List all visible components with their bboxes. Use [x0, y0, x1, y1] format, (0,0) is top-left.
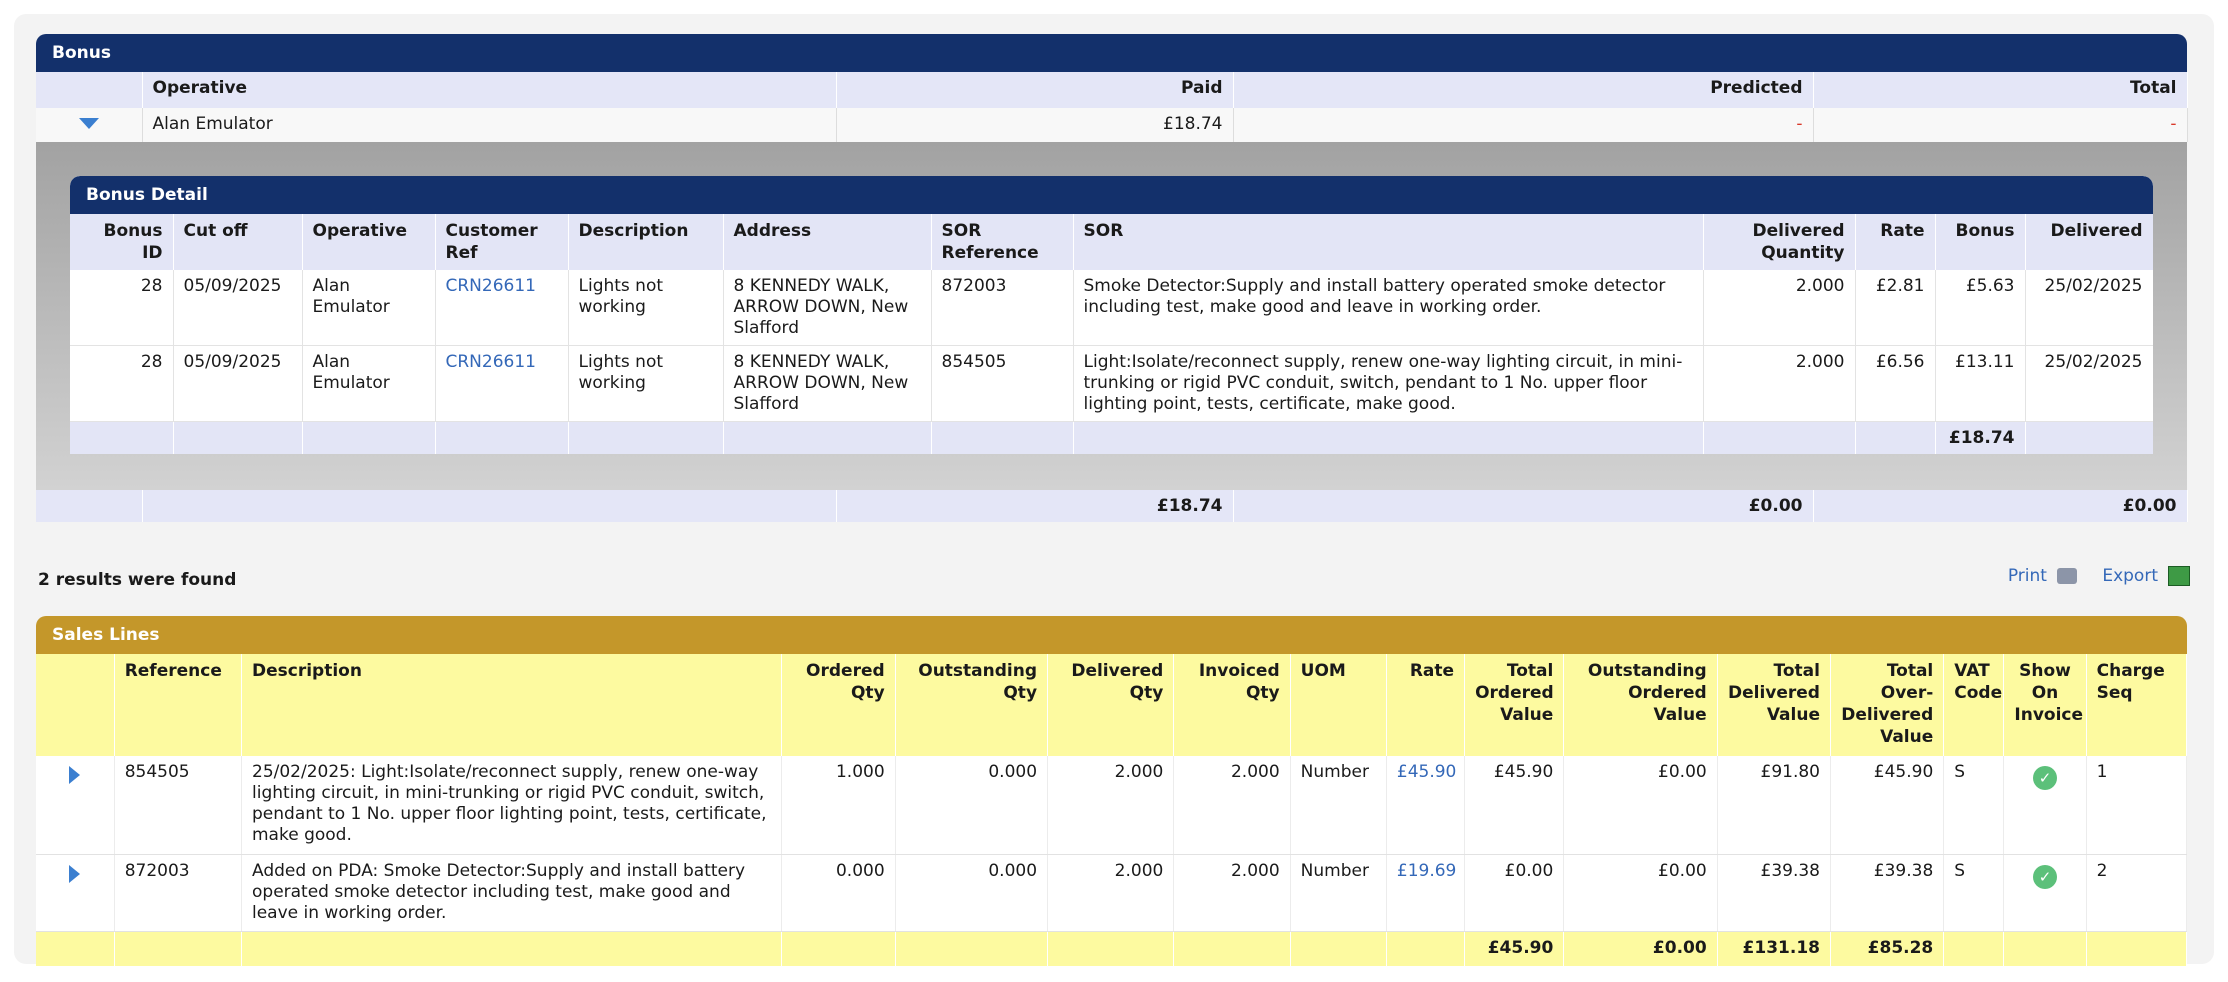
sales-header-total-delivered-value[interactable]: Total Delivered Value [1717, 654, 1830, 756]
bonus-footer-total: £0.00 [1813, 490, 2187, 522]
detail-delivered: 25/02/2025 [2025, 346, 2153, 422]
bonus-total: - [1813, 108, 2187, 142]
sales-expand-header [36, 654, 114, 756]
bonus-detail-container [36, 142, 2187, 490]
sales-header-uom[interactable]: UOM [1290, 654, 1386, 756]
sales-description: Added on PDA: Smoke Detector:Supply and install battery operated smoke detector including test, make good and leave in working order. [242, 855, 782, 932]
sales-header-delivered-qty[interactable]: Delivered Qty [1048, 654, 1174, 756]
sales-reference: 872003 [114, 855, 241, 932]
detail-header-customer-ref[interactable]: Customer Ref [435, 214, 568, 270]
sales-rate-link[interactable]: £19.69 [1386, 855, 1464, 932]
sales-delivered-qty: 2.000 [1048, 855, 1174, 932]
detail-sor-reference: 872003 [931, 270, 1073, 346]
detail-delivered: 25/02/2025 [2025, 270, 2153, 346]
sales-header-description[interactable]: Description [242, 654, 782, 756]
sales-total-ordered-value: £45.90 [1465, 756, 1564, 855]
sales-total-over-delivered-value: £39.38 [1830, 855, 1943, 932]
detail-address: 8 KENNEDY WALK, ARROW DOWN, New Slafford [723, 270, 931, 346]
detail-bonus: £5.63 [1935, 270, 2025, 346]
sales-total-over-delivered-value: £45.90 [1830, 756, 1943, 855]
sales-header-vat-code[interactable]: VAT Code [1944, 654, 2004, 756]
collapse-arrow-icon[interactable] [79, 118, 99, 129]
detail-header-cut-off[interactable]: Cut off [173, 214, 302, 270]
detail-header-delivered-quantity[interactable]: Delivered Quantity [1703, 214, 1855, 270]
sales-header-charge-seq[interactable]: Charge Seq [2086, 654, 2186, 756]
sales-footer-total-ordered-value: £45.90 [1465, 932, 1564, 967]
sales-row [36, 756, 2187, 855]
bonus-footer-paid: £18.74 [836, 490, 1233, 522]
detail-footer-row [70, 422, 2153, 455]
detail-delivered-quantity: 2.000 [1703, 270, 1855, 346]
sales-footer-total-over-delivered-value: £85.28 [1830, 932, 1943, 967]
sales-reference: 854505 [114, 756, 241, 855]
detail-row [70, 346, 2153, 422]
expand-arrow-icon[interactable] [69, 865, 80, 883]
sales-ordered-qty: 0.000 [782, 855, 895, 932]
sales-row [36, 855, 2187, 932]
detail-cut-off: 05/09/2025 [173, 270, 302, 346]
sales-lines-title: Sales Lines [36, 616, 2187, 654]
sales-outstanding-qty: 0.000 [895, 756, 1047, 855]
sales-outstanding-ordered-value: £0.00 [1564, 756, 1717, 855]
sales-ordered-qty: 1.000 [782, 756, 895, 855]
detail-customer-ref-link[interactable]: CRN26611 [435, 270, 568, 346]
sales-charge-seq: 2 [2086, 855, 2186, 932]
sales-uom: Number [1290, 756, 1386, 855]
bonus-header-predicted[interactable]: Predicted [1233, 72, 1813, 108]
detail-header-sor-reference[interactable]: SOR Reference [931, 214, 1073, 270]
bonus-title: Bonus [36, 34, 2187, 72]
detail-header-bonus-id[interactable]: Bonus ID [70, 214, 173, 270]
sales-header-total-ordered-value[interactable]: Total Ordered Value [1465, 654, 1564, 756]
bonus-detail-table [70, 214, 2153, 454]
detail-header-rate[interactable]: Rate [1855, 214, 1935, 270]
bonus-operative: Alan Emulator [142, 108, 836, 142]
sales-header-ordered-qty[interactable]: Ordered Qty [782, 654, 895, 756]
sales-delivered-qty: 2.000 [1048, 756, 1174, 855]
detail-rate: £6.56 [1855, 346, 1935, 422]
actions-bar [1988, 566, 2190, 586]
detail-bonus-id: 28 [70, 346, 173, 422]
detail-sor-reference: 854505 [931, 346, 1073, 422]
sales-invoiced-qty: 2.000 [1174, 756, 1290, 855]
printer-icon[interactable] [2057, 568, 2077, 584]
detail-cut-off: 05/09/2025 [173, 346, 302, 422]
detail-delivered-quantity: 2.000 [1703, 346, 1855, 422]
sales-uom: Number [1290, 855, 1386, 932]
bonus-footer-predicted: £0.00 [1233, 490, 1813, 522]
results-count: 2 results were found [38, 570, 237, 590]
sales-total-ordered-value: £0.00 [1465, 855, 1564, 932]
detail-bonus: £13.11 [1935, 346, 2025, 422]
sales-outstanding-qty: 0.000 [895, 855, 1047, 932]
bonus-predicted: - [1233, 108, 1813, 142]
detail-header-bonus[interactable]: Bonus [1935, 214, 2025, 270]
sales-header-invoiced-qty[interactable]: Invoiced Qty [1174, 654, 1290, 756]
sales-header-total-over-delivered-value[interactable]: Total Over-Delivered Value [1830, 654, 1943, 756]
sales-total-delivered-value: £39.38 [1717, 855, 1830, 932]
bonus-header-paid[interactable]: Paid [836, 72, 1233, 108]
sales-header-rate[interactable]: Rate [1386, 654, 1464, 756]
sales-header-outstanding-ordered-value[interactable]: Outstanding Ordered Value [1564, 654, 1717, 756]
expand-arrow-icon[interactable] [69, 766, 80, 784]
detail-address: 8 KENNEDY WALK, ARROW DOWN, New Slafford [723, 346, 931, 422]
detail-bonus-id: 28 [70, 270, 173, 346]
bonus-detail-panel [70, 176, 2153, 454]
sales-header-show-on-invoice[interactable]: Show On Invoice [2004, 654, 2086, 756]
sales-lines-panel [36, 616, 2187, 966]
sales-invoiced-qty: 2.000 [1174, 855, 1290, 932]
detail-customer-ref-link[interactable]: CRN26611 [435, 346, 568, 422]
detail-footer-bonus-total: £18.74 [1935, 422, 2025, 455]
detail-rate: £2.81 [1855, 270, 1935, 346]
sales-footer-row [36, 932, 2187, 967]
sales-charge-seq: 1 [2086, 756, 2186, 855]
sales-header-reference[interactable]: Reference [114, 654, 241, 756]
bonus-paid: £18.74 [836, 108, 1233, 142]
detail-description: Lights not working [568, 270, 723, 346]
detail-description: Lights not working [568, 346, 723, 422]
detail-header-description[interactable]: Description [568, 214, 723, 270]
sales-description: 25/02/2025: Light:Isolate/reconnect supply, renew one-way lighting circuit, in mini-trunking or rigid PVC conduit, switch, pendant to 1 No. upper floor lighting point, tests, certificate, make good. [242, 756, 782, 855]
check-icon[interactable]: ✓ [2033, 865, 2057, 889]
bonus-footer-row [36, 490, 2187, 522]
sales-header-outstanding-qty[interactable]: Outstanding Qty [895, 654, 1047, 756]
sales-outstanding-ordered-value: £0.00 [1564, 855, 1717, 932]
sales-footer-outstanding-ordered-value: £0.00 [1564, 932, 1717, 967]
sales-rate-link[interactable]: £45.90 [1386, 756, 1464, 855]
detail-header-sor[interactable]: SOR [1073, 214, 1703, 270]
check-icon[interactable]: ✓ [2033, 766, 2057, 790]
detail-header-operative[interactable]: Operative [302, 214, 435, 270]
sales-total-delivered-value: £91.80 [1717, 756, 1830, 855]
sales-vat-code: S [1944, 855, 2004, 932]
bonus-header-total[interactable]: Total [1813, 72, 2187, 108]
detail-sor: Light:Isolate/reconnect supply, renew one-way lighting circuit, in mini-trunking or rigid PVC conduit, switch, pendant to 1 No. upper floor lighting point, tests, certificate, make good. [1073, 346, 1703, 422]
bonus-row [36, 108, 2187, 142]
detail-operative: Alan Emulator [302, 346, 435, 422]
detail-operative: Alan Emulator [302, 270, 435, 346]
sales-footer-total-delivered-value: £131.18 [1717, 932, 1830, 967]
bonus-header-operative[interactable]: Operative [142, 72, 836, 108]
page [14, 14, 2214, 964]
detail-header-delivered[interactable]: Delivered [2025, 214, 2153, 270]
export-link[interactable]: Export [2092, 566, 2190, 586]
detail-row [70, 270, 2153, 346]
sales-vat-code: S [1944, 756, 2004, 855]
bonus-table [36, 72, 2188, 522]
bonus-expand-header [36, 72, 142, 108]
detail-header-address[interactable]: Address [723, 214, 931, 270]
print-link[interactable]: Print [1998, 566, 2077, 586]
bonus-detail-title: Bonus Detail [70, 176, 2153, 214]
detail-sor: Smoke Detector:Supply and install battery operated smoke detector including test, make good and leave in working order. [1073, 270, 1703, 346]
spreadsheet-icon[interactable] [2168, 566, 2190, 586]
bonus-panel [36, 34, 2187, 522]
sales-lines-table [36, 654, 2187, 966]
